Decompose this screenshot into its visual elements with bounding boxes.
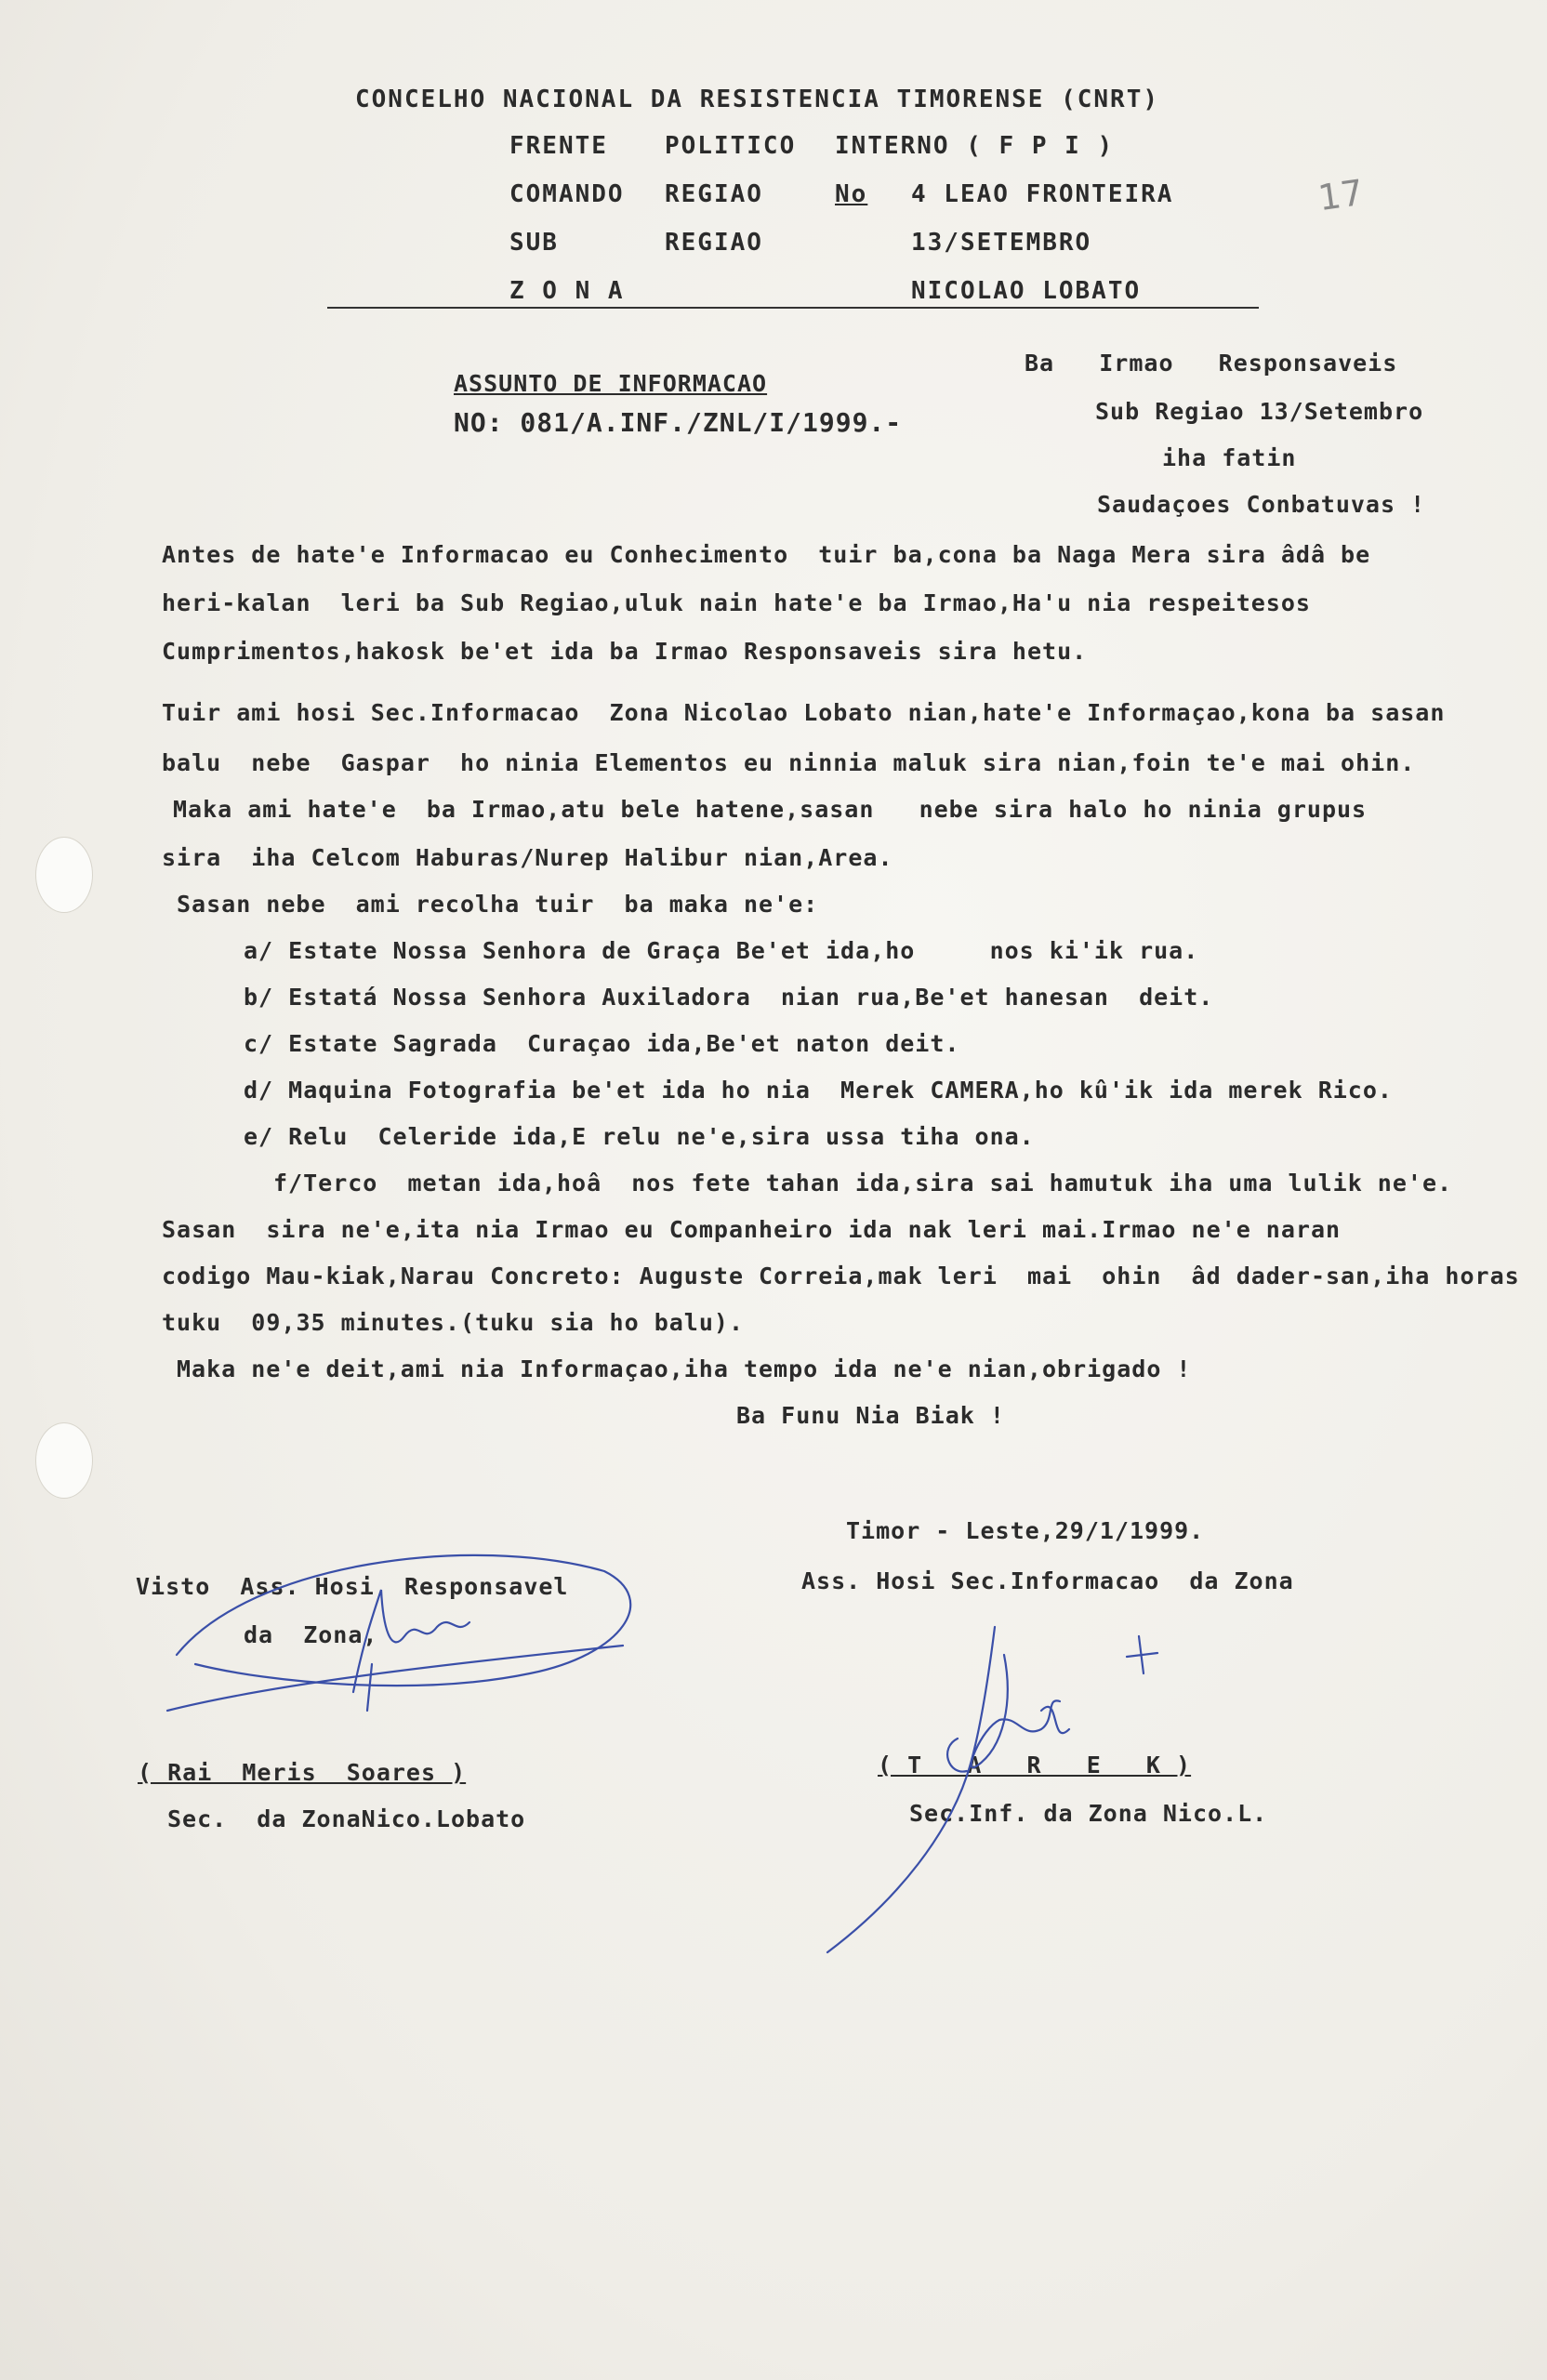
header-politico: POLITICO [665, 132, 797, 160]
left-signature-title: Visto Ass. Hosi Responsavel [136, 1573, 569, 1600]
punch-hole [35, 1422, 93, 1499]
header-rule [327, 307, 1259, 309]
left-signature-title: da Zona, [244, 1621, 378, 1648]
closing-salute: Ba Funu Nia Biak ! [736, 1402, 1005, 1429]
closing-line: Maka ne'e deit,ami nia Informaçao,iha tempo ida ne'e nian,obrigado ! [177, 1355, 1192, 1382]
header-regiao: REGIAO [665, 180, 763, 208]
list-item: c/ Estate Sagrada Curaçao ida,Be'et naton deit. [244, 1030, 960, 1057]
left-signature [139, 1525, 660, 1766]
header-nicolao-lobato: NICOLAO LOBATO [911, 277, 1142, 305]
list-item: e/ Relu Celeride ida,E relu ne'e,sira ussa tiha ona. [244, 1123, 1035, 1150]
header-interno: INTERNO ( F P I ) [835, 132, 1115, 160]
header-setembro: 13/SETEMBRO [911, 229, 1092, 257]
right-signature [762, 1590, 1209, 1980]
punch-hole [35, 837, 93, 913]
body-line: Cumprimentos,hakosk be'et ida ba Irmao Responsaveis sira hetu. [162, 638, 1088, 665]
closing-line: Sasan sira ne'e,ita nia Irmao eu Companheiro ida nak leri mai.Irmao ne'e naran [162, 1216, 1342, 1243]
header-no: No [835, 180, 868, 208]
header-sub-regiao: REGIAO [665, 229, 763, 257]
list-item: b/ Estatá Nossa Senhora Auxiladora nian rua,Be'et hanesan deit. [244, 984, 1214, 1011]
header-org-name: CONCELHO NACIONAL DA RESISTENCIA TIMORENSE (CNRT) [355, 86, 1160, 113]
addressee-line: Ba Irmao Responsaveis [1025, 350, 1398, 377]
body-line: Maka ami hate'e ba Irmao,atu bele hatene,sasan nebe sira halo ho ninia grupus [173, 796, 1368, 823]
subject-number: NO: 081/A.INF./ZNL/I/1999.- [454, 407, 903, 438]
left-signatory-role: Sec. da ZonaNico.Lobato [167, 1805, 526, 1832]
list-item: d/ Maquina Fotografia be'et ida ho nia Merek CAMERA,ho kû'ik ida merek Rico. [244, 1077, 1393, 1104]
right-signature-title: Ass. Hosi Sec.Informacao da Zona [801, 1567, 1294, 1594]
list-item: a/ Estate Nossa Senhora de Graça Be'et ida,ho nos ki'ik rua. [244, 937, 1199, 964]
closing-line: codigo Mau-kiak,Narau Concreto: Auguste Correia,mak leri mai ohin âd dader-san,iha horas [162, 1263, 1520, 1289]
body-line: Antes de hate'e Informacao eu Conhecimento tuir ba,cona ba Naga Mera sira âdâ be [162, 541, 1371, 568]
body-line: Tuir ami hosi Sec.Informacao Zona Nicolao Lobato nian,hate'e Informaçao,kona ba sasan [162, 699, 1446, 726]
left-signatory-name: ( Rai Meris Soares ) [138, 1759, 467, 1786]
right-signatory-role: Sec.Inf. da Zona Nico.L. [909, 1800, 1268, 1827]
closing-line: tuku 09,35 minutes.(tuku sia ho balu). [162, 1309, 744, 1336]
header-leao-fronteira: 4 LEAO FRONTEIRA [911, 180, 1174, 208]
document-date: Timor - Leste,29/1/1999. [846, 1517, 1205, 1544]
subject-title: ASSUNTO DE INFORMACAO [454, 370, 768, 397]
list-item: f/Terco metan ida,hoâ nos fete tahan ida,sira sai hamutuk iha uma lulik ne'e. [273, 1170, 1453, 1197]
header-zona: Z O N A [509, 277, 625, 305]
right-signatory-name: ( T A R E K ) [878, 1752, 1192, 1778]
addressee-line: iha fatin [1162, 444, 1297, 471]
body-line: sira iha Celcom Haburas/Nurep Halibur nian,Area. [162, 844, 893, 871]
header-frente: FRENTE [509, 132, 608, 160]
body-line: heri-kalan leri ba Sub Regiao,uluk nain hate'e ba Irmao,Ha'u nia respeitesos [162, 589, 1311, 616]
page-number: 17 [1316, 171, 1367, 219]
body-line: balu nebe Gaspar ho ninia Elementos eu ninnia maluk sira nian,foin te'e mai ohin. [162, 749, 1416, 776]
addressee-line: Saudaçoes Conbatuvas ! [1097, 491, 1426, 518]
header-comando: COMANDO [509, 180, 625, 208]
body-line: Sasan nebe ami recolha tuir ba maka ne'e: [177, 891, 819, 918]
header-sub: SUB [509, 229, 559, 257]
addressee-line: Sub Regiao 13/Setembro [1095, 398, 1424, 425]
